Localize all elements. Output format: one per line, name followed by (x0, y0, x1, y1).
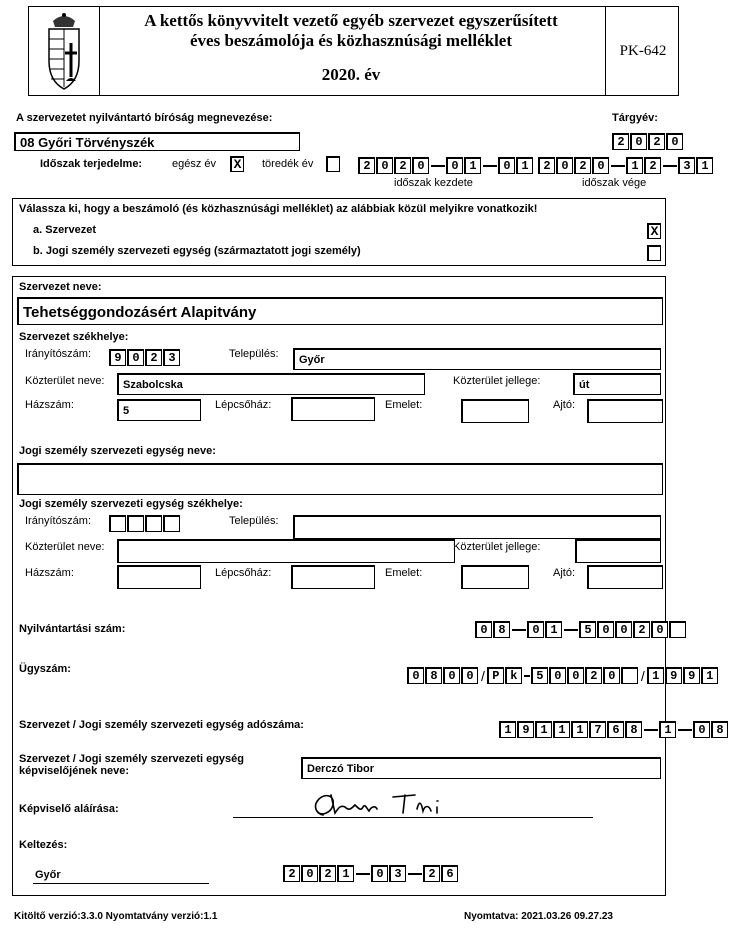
digit-cell[interactable]: 1 (464, 157, 481, 174)
digit-cell[interactable]: 9 (517, 721, 534, 738)
digit-cell[interactable]: 2 (644, 157, 661, 174)
digit-cell[interactable]: 0 (127, 349, 144, 366)
digit-cell[interactable]: 8 (711, 721, 728, 738)
digit-cell[interactable]: 0 (301, 865, 318, 882)
digit-cell[interactable]: 0 (666, 133, 683, 150)
rep-name-label-line2: képviselőjének neve: (19, 765, 130, 777)
digit-cell[interactable]: 9 (665, 667, 682, 684)
tax-number[interactable] (499, 721, 729, 738)
digit-cell[interactable]: 0 (446, 157, 463, 174)
digit-cell[interactable]: 2 (423, 865, 440, 882)
form-title-line2: éves beszámolója és közhasznúsági melléklet (189, 31, 513, 50)
org-door-field[interactable] (587, 399, 663, 423)
rep-name-label (19, 753, 244, 777)
digit-cell[interactable]: 1 (659, 721, 676, 738)
org-name-label: Szervezet neve: (19, 281, 102, 293)
org-name-field[interactable]: Tehetséggondozásért Alapitvány (17, 297, 663, 325)
digit-cell[interactable]: 1 (553, 721, 570, 738)
unit-street-type-label: Közterület jellege: (453, 541, 541, 553)
digit-cell[interactable]: 5 (531, 667, 548, 684)
digit-cell[interactable]: 2 (358, 157, 375, 174)
signature-image (305, 787, 455, 821)
unit-house-field[interactable] (117, 565, 201, 589)
digit-cell[interactable]: 1 (701, 667, 718, 684)
digit-cell[interactable]: 0 (651, 621, 668, 638)
digit-cell[interactable]: 1 (516, 157, 533, 174)
dated-date[interactable] (283, 865, 459, 882)
unit-floor-label: Emelet: (385, 567, 423, 579)
unit-door-field[interactable] (587, 565, 663, 589)
org-seat-label: Szervezet székhelye: (19, 331, 129, 343)
digit-cell[interactable]: 1 (626, 157, 643, 174)
digit-cell[interactable]: 5 (579, 621, 596, 638)
dated-label: Keltezés: (19, 839, 68, 851)
digit-cell[interactable]: 0 (603, 667, 620, 684)
case-number[interactable]: 0 8 0 0 / P k 5 0 0 2 0 / 1 9 9 1 (407, 667, 719, 684)
digit-cell[interactable]: 1 (499, 721, 516, 738)
digit-cell[interactable]: 1 (337, 865, 354, 882)
digit-cell[interactable]: 2 (585, 667, 602, 684)
unit-stair-field[interactable] (291, 565, 375, 589)
period-end-date[interactable] (538, 157, 714, 174)
tax-number-label: Szervezet / Jogi személy szervezeti egység adószáma: (19, 719, 304, 731)
digit-cell[interactable]: 6 (441, 865, 458, 882)
org-street-type-field[interactable]: út (573, 373, 661, 395)
org-city-label: Település: (229, 348, 279, 360)
option-a-label: a. Szervezet (33, 224, 96, 236)
digit-cell[interactable]: 2 (612, 133, 629, 150)
digit-cell[interactable]: 0 (597, 621, 614, 638)
case-label: Ügyszám: (19, 663, 71, 675)
org-floor-field[interactable] (461, 399, 529, 423)
digit-cell[interactable]: 1 (571, 721, 588, 738)
registry-number[interactable] (475, 621, 687, 638)
digit-cell[interactable]: 1 (647, 667, 664, 684)
digit-cell[interactable]: 0 (630, 133, 647, 150)
digit-cell[interactable]: 3 (163, 349, 180, 366)
period-start-date[interactable] (358, 157, 534, 174)
unit-street-label: Közterület neve: (25, 541, 105, 553)
digit-cell[interactable]: 2 (538, 157, 555, 174)
digit-cell[interactable]: 2 (283, 865, 300, 882)
digit-cell[interactable]: 0 (412, 157, 429, 174)
digit-cell[interactable]: 6 (607, 721, 624, 738)
unit-floor-field[interactable] (461, 565, 529, 589)
org-city-field[interactable]: Győr (293, 348, 661, 370)
digit-cell[interactable]: 9 (109, 349, 126, 366)
digit-cell[interactable]: 1 (535, 721, 552, 738)
period-label: Időszak terjedelme: (40, 158, 143, 170)
digit-cell[interactable]: 3 (389, 865, 406, 882)
digit-cell[interactable]: 0 (527, 621, 544, 638)
digit-cell[interactable]: 0 (567, 667, 584, 684)
whole-year-label: egész év (172, 158, 217, 170)
form-code: PK-642 (619, 42, 667, 59)
digit-cell[interactable]: 0 (693, 721, 710, 738)
org-street-field[interactable]: Szabolcska (117, 373, 425, 395)
digit-cell[interactable] (621, 667, 638, 684)
org-house-field[interactable]: 5 (117, 399, 201, 421)
digit-cell[interactable]: 0 (549, 667, 566, 684)
digit-cell[interactable]: 0 (461, 667, 478, 684)
organization-section (12, 276, 724, 896)
org-stair-label: Lépcsőház: (215, 399, 272, 411)
digit-cell[interactable]: 9 (683, 667, 700, 684)
unit-name-label: Jogi személy szervezeti egység neve: (19, 445, 216, 457)
digit-cell[interactable]: 2 (394, 157, 411, 174)
unit-city-field[interactable] (293, 515, 661, 539)
digit-cell[interactable]: 2 (319, 865, 336, 882)
unit-house-label: Házszám: (25, 567, 74, 579)
digit-cell[interactable]: 2 (648, 133, 665, 150)
whole-year-checkbox[interactable]: X (230, 156, 244, 172)
org-house-label: Házszám: (25, 399, 74, 411)
dated-place-line (33, 883, 209, 884)
rep-name-field[interactable]: Derczó Tibor (301, 757, 661, 779)
option-b-checkbox[interactable] (647, 245, 661, 261)
partial-year-label: töredék év (262, 158, 314, 170)
org-street-type-label: Közterület jellege: (453, 375, 541, 387)
choice-section (12, 198, 666, 266)
org-zip-label: Irányítószám: (25, 348, 92, 360)
org-stair-field[interactable] (291, 397, 375, 421)
digit-cell[interactable]: 8 (493, 621, 510, 638)
footer-printed: Nyomtatva: 2021.03.26 09.27.23 (464, 911, 613, 922)
footer-version: Kitöltő verzió:3.3.0 Nyomtatvány verzió:1.1 (14, 911, 218, 922)
form-title-line1: A kettős könyvvitelt vezető egyéb szervezet egyszerűsített (144, 11, 558, 30)
rep-name-label-line1: Szervezet / Jogi személy szervezeti egység (19, 753, 245, 765)
org-floor-label: Emelet: (385, 399, 423, 411)
option-b-label: b. Jogi személy szervezeti egység (származtatott jogi személy) (33, 245, 361, 257)
digit-cell[interactable]: 7 (589, 721, 606, 738)
partial-year-checkbox[interactable] (326, 156, 340, 172)
coat-of-arms (29, 7, 100, 95)
unit-street-type-field[interactable] (575, 539, 661, 563)
unit-door-label: Ajtó: (553, 567, 576, 579)
digit-cell[interactable]: 0 (615, 621, 632, 638)
org-door-label: Ajtó: (553, 399, 576, 411)
digit-cell[interactable]: 3 (678, 157, 695, 174)
digit-cell[interactable]: k (505, 667, 522, 684)
form-year: 2020. év (321, 65, 381, 84)
digit-cell[interactable] (669, 621, 686, 638)
unit-street-field[interactable] (117, 539, 455, 563)
digit-cell[interactable]: 0 (376, 157, 393, 174)
choice-question: Válassza ki, hogy a beszámoló (és közhasznúsági melléklet) az alábbiak közül melyikre vonatkozik! (19, 203, 538, 215)
unit-seat-label: Jogi személy szervezeti egység székhelye: (19, 498, 243, 510)
digit-cell[interactable]: P (487, 667, 504, 684)
digit-cell[interactable]: 8 (425, 667, 442, 684)
unit-zip-cells[interactable] (109, 515, 181, 532)
option-a-checkbox[interactable]: X (647, 223, 661, 239)
digit-cell[interactable]: 0 (475, 621, 492, 638)
court-label: A szervezetet nyilvántartó bíróság megnevezése: (16, 112, 273, 124)
signature-label: Képviselő aláírása: (19, 803, 119, 815)
digit-cell[interactable]: 2 (633, 621, 650, 638)
tax-year-cells[interactable] (612, 133, 684, 150)
unit-name-field[interactable] (17, 463, 663, 495)
header-box (28, 6, 679, 96)
unit-stair-label: Lépcsőház: (215, 567, 272, 579)
org-zip-cells[interactable] (109, 349, 181, 366)
period-end-label: időszak vége (582, 177, 647, 189)
digit-cell[interactable]: 0 (592, 157, 609, 174)
digit-cell[interactable]: 0 (371, 865, 388, 882)
registry-label: Nyilvántartási szám: (19, 623, 126, 635)
digit-cell[interactable]: 1 (545, 621, 562, 638)
org-street-label: Közterület neve: (25, 375, 105, 387)
digit-cell[interactable]: 0 (498, 157, 515, 174)
court-field[interactable]: 08 Győri Törvényszék (14, 132, 300, 151)
digit-cell[interactable]: 2 (574, 157, 591, 174)
period-start-label: időszak kezdete (394, 177, 473, 189)
unit-city-label: Település: (229, 515, 279, 527)
dated-place: Győr (35, 869, 61, 881)
tax-year-label: Tárgyév: (612, 112, 658, 124)
digit-cell[interactable]: 0 (407, 667, 424, 684)
digit-cell[interactable]: 8 (625, 721, 642, 738)
digit-cell[interactable]: 1 (696, 157, 713, 174)
digit-cell[interactable]: 0 (556, 157, 573, 174)
coat-of-arms-icon (29, 7, 99, 95)
digit-cell[interactable]: 2 (145, 349, 162, 366)
unit-zip-label: Irányítószám: (25, 515, 92, 527)
digit-cell[interactable]: 0 (443, 667, 460, 684)
